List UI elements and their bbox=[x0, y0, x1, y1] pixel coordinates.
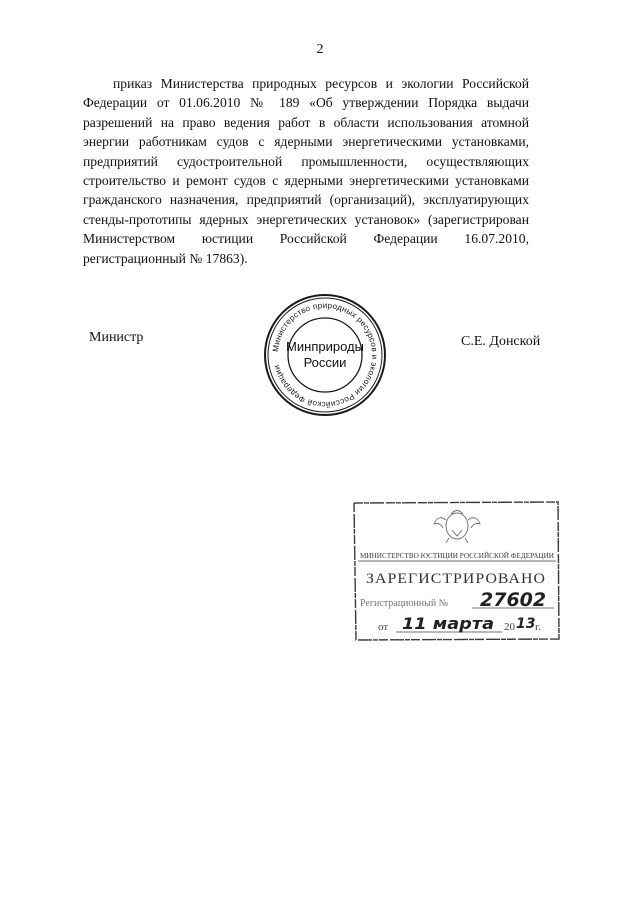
body-paragraph: приказ Министерства природных ресурсов и экологии Российской Федерации от 01.06.2010 № 189 «Об утверждении Порядка выдачи разрешений на право ведения работ в области использования атомной энергии работникам судов с ядерными энергетическими установками, предприятий судостроительной промышленности, осуществляющих строительство и ремонт судов с ядерными энергетическими установками гражданского назначения, предприятий (организаций), эксплуатирующих стенды-прототипы ядерных энергетических установок» (зарегистрирован Министерством юстиции Российской Федерации 16.07.2010, регистрационный № 17863). bbox=[83, 76, 529, 266]
stamp-date-handwritten: 11 марта bbox=[402, 614, 494, 633]
stamp-year-prefix: 20 bbox=[504, 621, 515, 633]
seal-center-line1: Минприроды bbox=[286, 339, 364, 354]
seal-center-line2: России bbox=[303, 355, 347, 370]
stamp-number-handwritten: 27602 bbox=[480, 589, 547, 611]
stamp-year-suffix: г. bbox=[535, 621, 542, 633]
stamp-date-prefix: от bbox=[378, 621, 389, 633]
registration-stamp bbox=[352, 500, 562, 642]
stamp-ministry: МИНИСТЕРСТВО ЮСТИЦИИ РОССИЙСКОЙ ФЕДЕРАЦИИ bbox=[360, 551, 555, 560]
stamp-status: ЗАРЕГИСТРИРОВАНО bbox=[366, 571, 546, 587]
seal-ring-text: Министерство природных ресурсов и экологии Российской Федерации bbox=[271, 300, 380, 410]
stamp-number-label: Регистрационный № bbox=[360, 598, 449, 609]
emblem-icon bbox=[434, 511, 480, 544]
round-seal bbox=[263, 293, 387, 417]
stamp-year-handwritten: 13 bbox=[516, 616, 536, 632]
page-number: 2 bbox=[316, 42, 324, 57]
signature-position: Министр bbox=[89, 330, 144, 345]
signature-name: С.Е. Донской bbox=[461, 334, 541, 349]
